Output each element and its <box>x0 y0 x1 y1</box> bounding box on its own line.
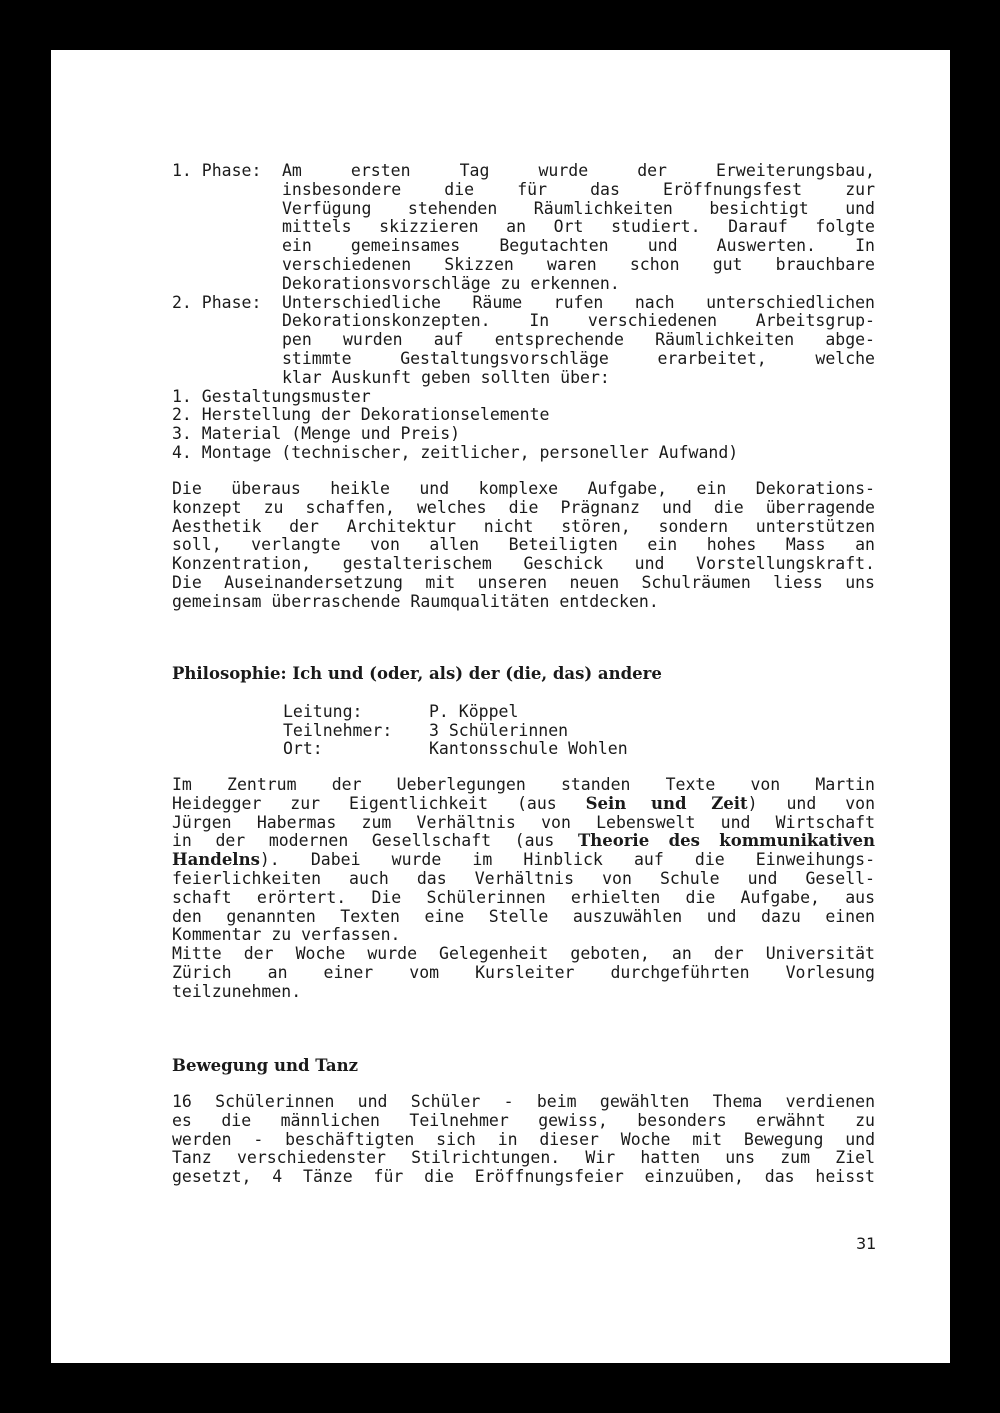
text-line: gesetzt, 4 Tänze für die Eröffnungsfeier einzuüben, das heisst <box>172 1167 875 1187</box>
philosophy-meta <box>283 703 628 759</box>
text-line: Dekorationsvorschläge zu erkennen. <box>282 273 620 293</box>
text-line: schaft erörtert. Die Schülerinnen erhielten die Aufgabe, aus <box>172 887 875 907</box>
text-line: es die männlichen Teilnehmer gewiss, besonders erwähnt zu <box>172 1110 875 1130</box>
text-line: Jürgen Habermas zum Verhältnis von Lebenswelt und Wirtschaft <box>172 812 875 832</box>
text-span: in der modernen Gesellschaft (aus <box>172 831 555 851</box>
text-line: Dekorationskonzepten. In verschiedenen Arbeitsgrup- <box>282 311 875 331</box>
meta-value: 3 Schülerinnen <box>429 720 569 740</box>
phase-1-label: 1. Phase: <box>172 161 262 180</box>
meta-key: Ort: <box>283 739 323 758</box>
text-line: Konzentration, gestalterischem Geschick und Vorstellungskraft. <box>172 554 875 574</box>
phase-2 <box>172 294 875 388</box>
meta-value: P. Köppel <box>429 702 519 721</box>
dance-paragraph <box>172 1093 875 1187</box>
meta-row <box>283 722 628 741</box>
text-line: ein gemeinsames Begutachten und Auswerten. In <box>282 236 875 256</box>
meta-row <box>283 703 628 722</box>
text-line: werden - beschäftigten sich in dieser Woche mit Bewegung und <box>172 1129 875 1149</box>
text-line: Die Auseinandersetzung mit unseren neuen Schulräumen liess uns <box>172 572 875 592</box>
phases-section <box>172 162 875 463</box>
meta-key: Teilnehmer: <box>283 720 393 740</box>
text-line: Aesthetik der Architektur nicht stören, sondern unterstützen <box>172 516 875 536</box>
text-line: Am ersten Tag wurde der Erweiterungsbau, <box>282 161 875 180</box>
text-line <box>172 795 875 814</box>
phase-2-label: 2. Phase: <box>172 292 262 312</box>
text-line: pen wurden auf entsprechende Räumlichkeiten abge- <box>282 330 875 350</box>
book-title-theorie: Theorie des kommunikativen <box>577 831 875 851</box>
paragraph-decoration <box>172 480 875 612</box>
meta-key: Leitung: <box>283 702 363 721</box>
philosophy-heading: Philosophie: Ich und (oder, als) der (die, das) andere <box>172 664 662 683</box>
text-line: Zürich an einer vom Kursleiter durchgeführten Vorlesung <box>172 962 875 982</box>
list-item: 4. Montage (technischer, zeitlicher, personeller Aufwand) <box>172 442 739 462</box>
text-line: feierlichkeiten auch das Verhältnis von Schule und Gesell- <box>172 868 875 888</box>
meta-value: Kantonsschule Wohlen <box>429 739 628 758</box>
text-span: Heidegger zur Eigentlichkeit (aus <box>172 793 557 813</box>
book-title-sein-und-zeit: Sein und Zeit <box>585 793 748 813</box>
text-span: ). Dabei wurde im Hinblick auf die Einweihungs- <box>259 850 875 870</box>
text-line: Mitte der Woche wurde Gelegenheit geboten, an der Universität <box>172 944 875 964</box>
text-line <box>172 832 875 851</box>
document-page <box>51 50 950 1363</box>
list-item: 2. Herstellung der Dekorationselemente <box>172 405 550 425</box>
dance-heading: Bewegung und Tanz <box>172 1056 358 1075</box>
text-line: konzept zu schaffen, welches die Prägnanz und die überragende <box>172 497 875 517</box>
philosophy-paragraph <box>172 776 875 1002</box>
text-line: Kommentar zu verfassen. <box>172 925 401 945</box>
text-line: Unterschiedliche Räume rufen nach unterschiedlichen <box>282 292 875 312</box>
text-line: mittels skizzieren an Ort studiert. Darauf folgte <box>282 217 875 237</box>
list-item: 1. Gestaltungsmuster <box>172 386 371 406</box>
text-line: klar Auskunft geben sollten über: <box>282 367 610 387</box>
text-line <box>172 851 875 870</box>
text-line: den genannten Texten eine Stelle auszuwählen und dazu einen <box>172 906 875 926</box>
text-line: teilzunehmen. <box>172 981 302 1001</box>
phase-1 <box>172 162 875 294</box>
list-item: 3. Material (Menge und Preis) <box>172 424 461 444</box>
text-line: gemeinsam überraschende Raumqualitäten entdecken. <box>172 591 659 611</box>
page-number: 31 <box>856 1234 877 1253</box>
text-line: Im Zentrum der Ueberlegungen standen Texte von Martin <box>172 775 875 794</box>
meta-row <box>283 740 628 759</box>
book-title-handelns: Handelns <box>172 850 260 870</box>
text-line: Verfügung stehenden Räumlichkeiten besichtigt und <box>282 198 875 218</box>
text-line: soll, verlangte von allen Beteiligten ein hohes Mass an <box>172 535 875 555</box>
phase-1-text <box>282 162 875 294</box>
text-span: ) und von <box>747 793 875 813</box>
phase-2-text <box>282 294 875 388</box>
text-line: verschiedenen Skizzen waren schon gut brauchbare <box>282 254 875 274</box>
text-line: 16 Schülerinnen und Schüler - beim gewählten Thema verdienen <box>172 1092 875 1111</box>
text-line: stimmte Gestaltungsvorschläge erarbeitet, welche <box>282 348 875 368</box>
text-line: insbesondere die für das Eröffnungsfest zur <box>282 179 875 199</box>
text-line: Tanz verschiedenster Stilrichtungen. Wir hatten uns zum Ziel <box>172 1148 875 1168</box>
text-line: Die überaus heikle und komplexe Aufgabe, ein Dekorations- <box>172 479 875 498</box>
